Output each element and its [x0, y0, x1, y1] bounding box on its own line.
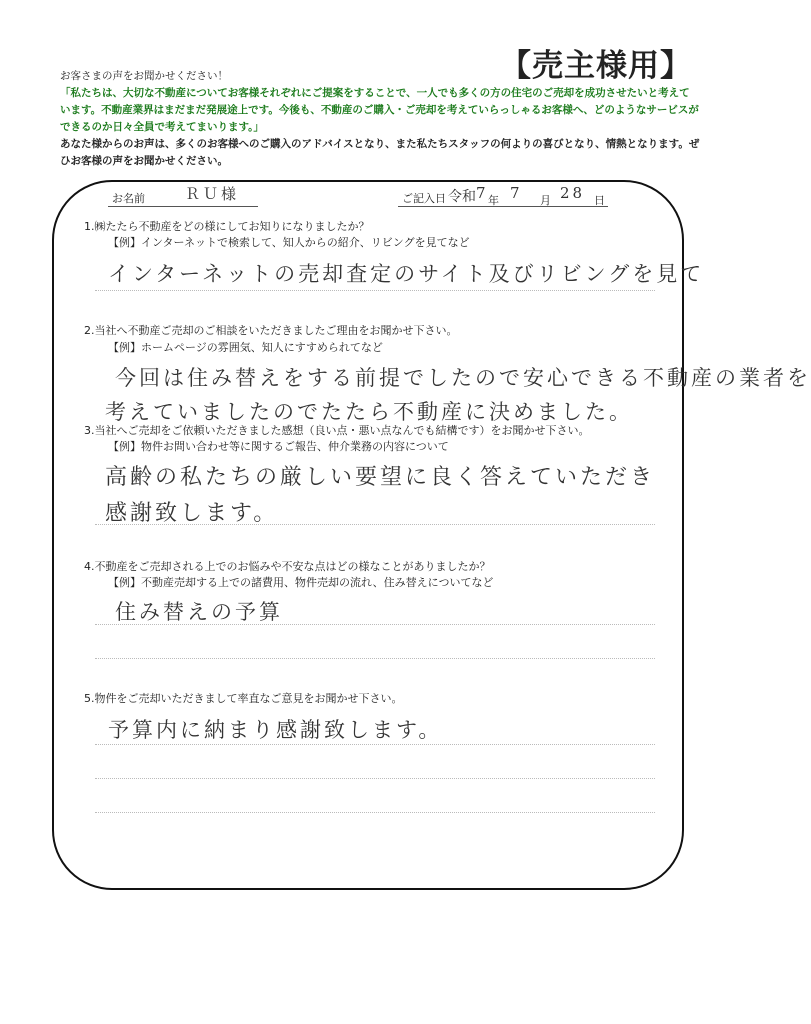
intro-request: あなた様からのお声は、多くのお客様へのご購入のアドバイスとなり、また私たちスタッフの何よりの喜びとなり、情熱となります。ぜひお客様の声をお聞かせください。 [60, 138, 700, 167]
date-underline [398, 206, 608, 207]
seller-badge: 【売主様用】 [500, 48, 692, 84]
date-era: 令和 [448, 189, 476, 205]
example-3: 【例】物件お問い合わせ等に関するご報告、仲介業務の内容について [108, 440, 449, 453]
example-4: 【例】不動産売却する上での諸費用、物件売却の流れ、住み替えについてなど [108, 576, 494, 589]
question-5: 5.物件をご売却いただきまして率直なご意見をお聞かせ下さい。 [84, 692, 403, 705]
date-month: 7 [510, 184, 523, 202]
answer-line [95, 658, 655, 659]
answer-2-line-2: 考えていましたのでたたら不動産に決めました。 [105, 400, 633, 424]
example-1: 【例】インターネットで検索して、知人からの紹介、リビングを見てなど [108, 236, 470, 249]
answer-line [95, 524, 655, 525]
question-4: 4.不動産をご売却される上でのお悩みや不安な点はどの様なことがありましたか？ [84, 560, 491, 573]
answer-5-line-1: 予算内に納まり感謝致します。 [108, 718, 443, 742]
month-label: 月 [540, 194, 551, 207]
question-1: 1.㈱たたら不動産をどの様にしてお知りになりましたか？ [84, 220, 370, 233]
intro-greeting: お客さまの声をお聞かせください！ [60, 70, 228, 82]
intro-message: 「私たちは、大切な不動産についてお客様それぞれにご提案をすることで、一人でも多くの方の住宅のご売却を成功させたいと考えています。不動産業界はまだまだ発展途上です。今後も、不動産のご購入・ご売却を考えていらっしゃるお客様へ、どのようなサービスができるのか日々全員で考えてまいります。」 [60, 87, 699, 133]
answer-line [95, 778, 655, 779]
name-label: お名前 [112, 192, 145, 205]
answer-3-line-1: 高齢の私たちの厳しい要望に良く答えていただき [105, 465, 656, 490]
name-value: ＲＵ様 [185, 185, 240, 203]
answer-3-line-2: 感謝致します。 [105, 501, 279, 526]
answer-line [95, 624, 655, 625]
question-3: 3.当社へご売却をご依頼いただきました感想（良い点・悪い点なんでも結構です）をお聞かせ下さい。 [84, 424, 590, 437]
question-2: 2.当社へ不動産ご売却のご相談をいただきましたご理由をお聞かせ下さい。 [84, 324, 458, 337]
date-year: 7 [476, 184, 489, 202]
answer-4-line-1: 住み替えの予算 [115, 600, 283, 624]
answer-line [95, 812, 655, 813]
day-label: 日 [594, 194, 605, 207]
answer-2-line-1: 今回は住み替えをする前提でしたので安心できる不動産の業者を [115, 366, 811, 390]
answer-line [95, 744, 655, 745]
answer-1-line-1: インターネットの売却査定のサイト及びリビングを見て [108, 262, 705, 286]
date-day: 28 [560, 184, 586, 202]
intro-text [60, 68, 700, 170]
name-underline [108, 206, 258, 207]
date-label: ご記入日 [402, 192, 446, 205]
answer-line [95, 290, 655, 291]
example-2: 【例】ホームページの雰囲気、知人にすすめられてなど [108, 341, 383, 354]
year-label: 年 [488, 194, 499, 207]
